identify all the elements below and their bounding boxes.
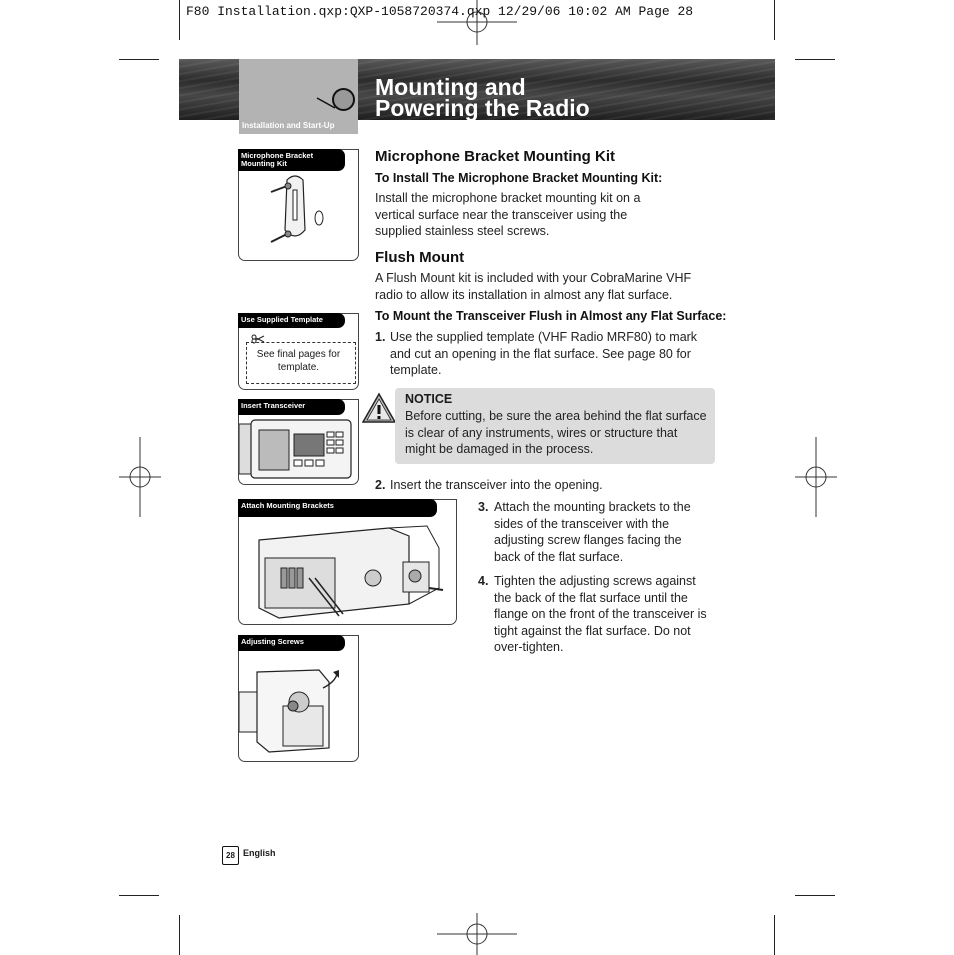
scissors-icon bbox=[251, 334, 265, 344]
step2-text: Insert the transceiver into the opening. bbox=[390, 478, 603, 492]
page-title-line2: Powering the Radio bbox=[375, 95, 590, 121]
crop-mark bbox=[179, 0, 180, 40]
crop-mark bbox=[774, 915, 775, 955]
page-number: 28 bbox=[222, 846, 239, 865]
print-slug: F80 Installation.qxp:QXP-1058720374.qxp 12/29/06 10:02 AM Page 28 bbox=[186, 4, 694, 19]
step2-number: 2. bbox=[375, 478, 386, 492]
flush-mount-heading: Flush Mount bbox=[375, 249, 465, 266]
step4-text: Tighten the adjusting screws against the back of the flat surface until the flange on the front of the transceiver is tight against the flat surface. Do not over-tighten. bbox=[494, 574, 707, 654]
crop-mark bbox=[795, 895, 835, 896]
footer-language: English bbox=[243, 848, 276, 858]
step1-number: 1. bbox=[375, 330, 386, 344]
mic-bracket-label: Microphone Bracket Mounting Kit bbox=[238, 149, 345, 171]
warning-icon bbox=[362, 392, 396, 424]
mic-bracket-illustration bbox=[269, 170, 329, 250]
notice-title: NOTICE bbox=[405, 392, 453, 406]
attach-brackets-label: Attach Mounting Brackets bbox=[238, 499, 437, 517]
mic-bracket-heading: Microphone Bracket Mounting Kit bbox=[375, 148, 615, 165]
section-tab-label: Installation and Start-Up bbox=[242, 121, 335, 130]
notice-text: Before cutting, be sure the area behind the flat surface is clear of any instruments, wires or structure that might be damaged in the process. bbox=[405, 409, 707, 456]
crop-mark bbox=[119, 895, 159, 896]
template-label: Use Supplied Template bbox=[238, 313, 345, 328]
attach-brackets-figure bbox=[238, 499, 457, 625]
adjusting-screw-illustration bbox=[239, 652, 357, 760]
mic-bracket-text: Install the microphone bracket mounting kit on a vertical surface near the transceiver using the supplied stainless steel screws. bbox=[375, 191, 641, 238]
crop-mark bbox=[179, 915, 180, 955]
crop-mark bbox=[795, 59, 835, 60]
adjusting-screws-figure bbox=[238, 635, 359, 762]
page-title-line1: Mounting and bbox=[375, 74, 526, 100]
brackets-illustration bbox=[239, 518, 455, 622]
transceiver-illustration bbox=[239, 416, 357, 482]
registration-mark-left bbox=[119, 437, 161, 517]
template-note: See final pages for template. bbox=[256, 349, 341, 373]
notice-box bbox=[395, 388, 715, 464]
step4-number: 4. bbox=[478, 574, 489, 588]
step3-number: 3. bbox=[478, 500, 489, 514]
registration-mark-bottom bbox=[437, 913, 517, 955]
adjusting-screws-label: Adjusting Screws bbox=[238, 635, 345, 651]
crop-mark bbox=[119, 59, 159, 60]
registration-mark-right bbox=[795, 437, 837, 517]
mic-bracket-subheading: To Install The Microphone Bracket Mounting Kit: bbox=[375, 171, 663, 185]
insert-transceiver-label: Insert Transceiver bbox=[238, 399, 345, 415]
page-title bbox=[375, 74, 590, 121]
logo-stroke-icon bbox=[315, 96, 339, 110]
flush-mount-subheading: To Mount the Transceiver Flush in Almost any Flat Surface: bbox=[375, 309, 727, 323]
step1-text: Use the supplied template (VHF Radio MRF80) to mark and cut an opening in the flat surface. See page 80 for template. bbox=[390, 330, 698, 377]
step3-text: Attach the mounting brackets to the sides of the transceiver with the adjusting screw flanges facing the back of the flat surface. bbox=[494, 500, 691, 564]
flush-mount-text: A Flush Mount kit is included with your CobraMarine VHF radio to allow its installation in almost any flat surface. bbox=[375, 271, 692, 302]
crop-mark bbox=[774, 0, 775, 40]
